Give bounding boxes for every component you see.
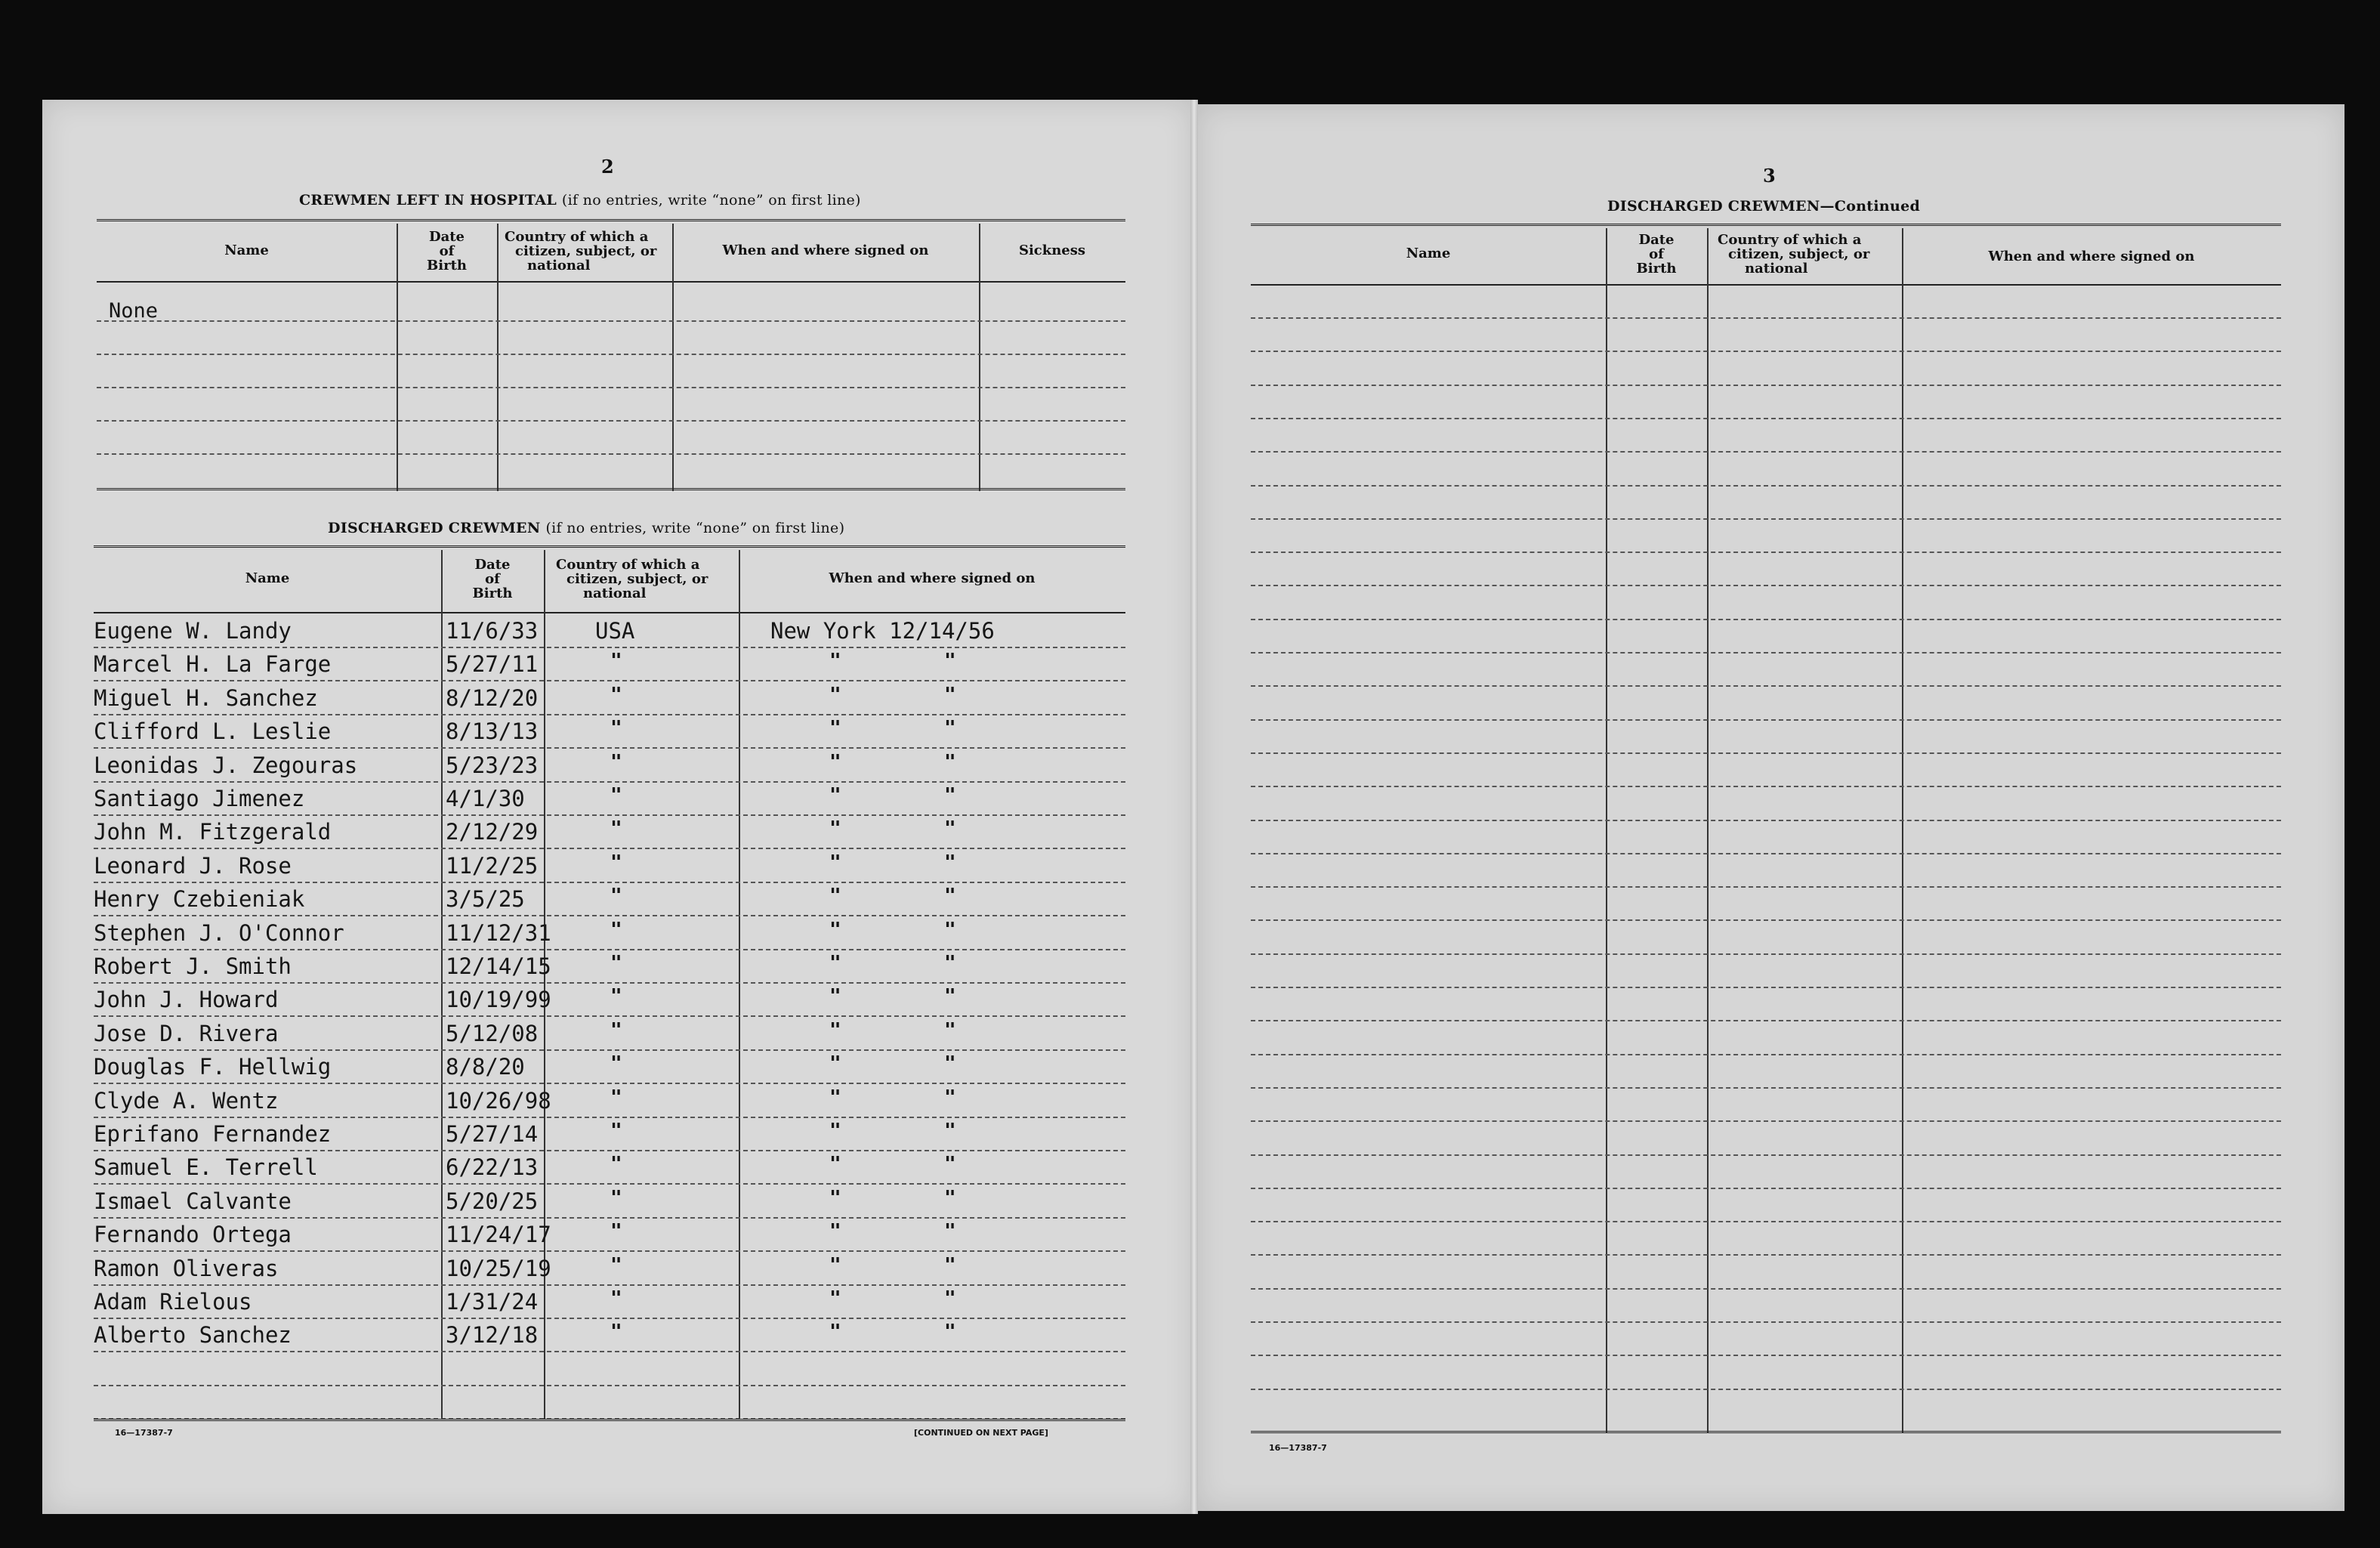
- ditto-country: ": [610, 1052, 622, 1076]
- row-rule: [94, 1385, 1125, 1386]
- row-rule: [1251, 652, 2281, 653]
- crew-dob: 5/27/11: [446, 651, 539, 678]
- header-rule: [97, 281, 1125, 283]
- row-rule: [1251, 1087, 2281, 1089]
- right-page-number: 3: [1763, 165, 1776, 187]
- crew-name: Leonard J. Rose: [94, 852, 292, 879]
- ditto-when: ": [944, 952, 956, 975]
- ditto-country: ": [610, 650, 622, 673]
- discharged-instruction: (if no entries, write “none” on first line): [545, 520, 845, 536]
- country-line: national: [527, 258, 591, 273]
- crew-dob: 10/19/99: [446, 987, 551, 1013]
- ditto-where: ": [829, 1287, 841, 1310]
- ditto-where: ": [829, 1253, 841, 1277]
- row-rule: [94, 1318, 1125, 1319]
- crew-signed-on: New York 12/14/56: [770, 618, 995, 644]
- country-line: citizen, subject, or: [566, 571, 708, 587]
- ditto-when: ": [944, 1253, 956, 1277]
- crew-name: Eugene W. Landy: [94, 618, 292, 644]
- hospital-header-sickness: Sickness: [1018, 243, 1086, 258]
- crew-name: John J. Howard: [94, 987, 279, 1013]
- crew-name: Ismael Calvante: [94, 1188, 292, 1214]
- header-rule: [1251, 284, 2281, 286]
- discharged-title-text: DISCHARGED CREWMEN: [328, 520, 541, 536]
- crew-dob: 8/8/20: [446, 1054, 525, 1080]
- ditto-country: ": [610, 1018, 622, 1042]
- row-rule: [97, 453, 1125, 455]
- ditto-where: ": [829, 1052, 841, 1076]
- row-rule: [94, 1117, 1125, 1118]
- crew-name: Fernando Ortega: [94, 1222, 292, 1248]
- row-rule: [94, 747, 1125, 749]
- row-rule: [94, 1150, 1125, 1151]
- continued-header-country: [1707, 233, 1912, 276]
- row-rule: [1251, 953, 2281, 955]
- row-rule: [1251, 518, 2281, 520]
- row-rule: [1251, 1389, 2281, 1390]
- ditto-when: ": [944, 750, 956, 774]
- dob-line: Birth: [472, 586, 513, 601]
- row-rule: [94, 1351, 1125, 1352]
- table-bottom-rule: [1251, 1431, 2281, 1433]
- row-rule: [1251, 1321, 2281, 1323]
- crew-dob: 5/20/25: [446, 1188, 539, 1214]
- col-divider: [1902, 228, 1903, 1432]
- country-line: Country of which a: [505, 229, 649, 245]
- dob-line: Date: [428, 229, 465, 245]
- row-rule: [1251, 987, 2281, 988]
- row-rule: [1251, 552, 2281, 553]
- row-rule: [1251, 820, 2281, 821]
- dob-line: of: [439, 243, 455, 259]
- left-page-number: 2: [601, 156, 614, 178]
- left-form-number: 16—17387-7: [115, 1428, 173, 1438]
- crew-name: Santiago Jimenez: [94, 786, 305, 811]
- ditto-country: ": [610, 918, 622, 941]
- ditto-where: ": [829, 1018, 841, 1042]
- ditto-country: ": [610, 1153, 622, 1176]
- dob-line: Date: [1638, 232, 1675, 248]
- table-bottom-rule: [97, 488, 1125, 490]
- ditto-when: ": [944, 650, 956, 673]
- discharged-header-dob: [441, 558, 544, 601]
- table-top-rule: [94, 545, 1125, 548]
- hospital-header-country: [497, 230, 680, 273]
- crew-dob: 8/12/20: [446, 684, 539, 711]
- row-rule: [1251, 919, 2281, 921]
- right-form-number: 16—17387-7: [1269, 1443, 1327, 1453]
- ditto-country: ": [610, 1321, 622, 1344]
- row-rule: [94, 882, 1125, 883]
- ditto-where: ": [829, 717, 841, 740]
- crew-dob: 1/31/24: [446, 1289, 539, 1315]
- row-rule: [1251, 752, 2281, 754]
- row-rule: [94, 714, 1125, 715]
- crew-dob: 11/24/17: [446, 1222, 551, 1248]
- row-rule: [97, 387, 1125, 388]
- continued-header-dob: [1606, 233, 1707, 276]
- crew-dob: 6/22/13: [446, 1154, 539, 1181]
- row-rule: [1251, 317, 2281, 319]
- ditto-country: ": [610, 1220, 622, 1244]
- ditto-country: ": [610, 885, 622, 908]
- ditto-when: ": [944, 1120, 956, 1142]
- row-rule: [97, 320, 1125, 322]
- ditto-when: ": [944, 683, 956, 706]
- crew-name: Clifford L. Leslie: [94, 718, 332, 745]
- crew-dob: 10/26/98: [446, 1087, 551, 1114]
- discharged-header-name: Name: [245, 570, 290, 586]
- ditto-country: ": [610, 1086, 622, 1109]
- crew-name: Marcel H. La Farge: [94, 651, 332, 678]
- ditto-when: ": [944, 817, 956, 841]
- row-rule: [1251, 619, 2281, 620]
- row-rule: [1251, 1054, 2281, 1055]
- ditto-country: ": [610, 1253, 622, 1277]
- country-line: national: [583, 586, 647, 601]
- ditto-country: ": [610, 750, 622, 774]
- row-rule: [1251, 1154, 2281, 1156]
- continued-header-signed: When and where signed on: [1988, 249, 2195, 264]
- ditto-when: ": [944, 1086, 956, 1109]
- ditto-where: ": [829, 1321, 841, 1344]
- crew-name: Douglas F. Hellwig: [94, 1054, 332, 1080]
- row-rule: [1251, 585, 2281, 586]
- hospital-title-text: CREWMEN LEFT IN HOSPITAL: [299, 192, 557, 209]
- crew-name: Jose D. Rivera: [94, 1020, 279, 1046]
- row-rule: [1251, 351, 2281, 352]
- hospital-entry: None: [109, 299, 159, 323]
- continued-header-name: Name: [1406, 246, 1451, 261]
- row-rule: [1251, 719, 2281, 721]
- ditto-when: ": [944, 1186, 956, 1210]
- ditto-country: ": [610, 851, 622, 874]
- continued-section-title: DISCHARGED CREWMEN—Continued: [1607, 198, 1921, 215]
- ditto-when: ": [944, 885, 956, 908]
- ditto-country: ": [610, 985, 622, 1009]
- crew-dob: 4/1/30: [446, 786, 525, 811]
- ditto-where: ": [829, 985, 841, 1009]
- ditto-where: ": [829, 1120, 841, 1142]
- discharged-header-signed: When and where signed on: [829, 570, 1036, 586]
- crew-name: Ramon Oliveras: [94, 1255, 279, 1281]
- row-rule: [1251, 1020, 2281, 1021]
- hospital-header-dob: [397, 230, 497, 273]
- page-fold: [1190, 100, 1198, 1514]
- crew-name: Clyde A. Wentz: [94, 1087, 279, 1114]
- ditto-where: ": [829, 750, 841, 774]
- continued-note: [CONTINUED ON NEXT PAGE]: [914, 1428, 1048, 1438]
- discharged-section-title: [328, 520, 844, 536]
- hospital-section-title: [299, 192, 861, 209]
- crew-dob: 5/27/14: [446, 1121, 539, 1147]
- crew-dob: 11/12/31: [446, 919, 551, 946]
- dob-line: Birth: [427, 258, 467, 273]
- crew-dob: 5/12/08: [446, 1020, 539, 1046]
- ditto-where: ": [829, 952, 841, 975]
- ditto-country: ": [610, 1287, 622, 1310]
- row-rule: [94, 814, 1125, 816]
- row-rule: [94, 1049, 1125, 1051]
- col-divider: [979, 224, 980, 491]
- crew-name: Samuel E. Terrell: [94, 1154, 318, 1181]
- row-rule: [1251, 1355, 2281, 1356]
- crew-dob: 11/2/25: [446, 852, 539, 879]
- crew-dob: 10/25/19: [446, 1255, 551, 1281]
- row-rule: [1251, 1120, 2281, 1122]
- crew-name: Stephen J. O'Connor: [94, 919, 344, 946]
- row-rule: [97, 354, 1125, 355]
- crew-dob: 5/23/23: [446, 752, 539, 778]
- ditto-when: ": [944, 717, 956, 740]
- ditto-when: ": [944, 1153, 956, 1176]
- crew-dob: 8/13/13: [446, 718, 539, 745]
- ditto-where: ": [829, 851, 841, 874]
- ditto-when: ": [944, 1287, 956, 1310]
- row-rule: [94, 848, 1125, 849]
- country-line: Country of which a: [556, 557, 700, 573]
- country-line: national: [1745, 261, 1808, 277]
- col-divider: [1707, 228, 1709, 1432]
- country-line: Country of which a: [1718, 232, 1862, 248]
- table-bottom-rule: [94, 1419, 1125, 1421]
- ditto-where: ": [829, 1153, 841, 1176]
- row-rule: [97, 420, 1125, 422]
- row-rule: [94, 680, 1125, 681]
- dob-line: Birth: [1636, 261, 1677, 277]
- row-rule: [94, 1183, 1125, 1185]
- ditto-country: ": [610, 1186, 622, 1210]
- ditto-where: ": [829, 817, 841, 841]
- dob-line: Date: [474, 557, 511, 573]
- row-rule: [1251, 1188, 2281, 1189]
- row-rule: [1251, 1221, 2281, 1222]
- header-rule: [94, 612, 1125, 613]
- country-line: citizen, subject, or: [515, 243, 657, 259]
- row-rule: [1251, 886, 2281, 888]
- col-divider: [1606, 228, 1607, 1432]
- row-rule: [94, 647, 1125, 648]
- discharged-header-country: [544, 558, 751, 601]
- row-rule: [1251, 485, 2281, 487]
- crew-name: Henry Czebieniak: [94, 886, 305, 913]
- crew-dob: 11/6/33: [446, 618, 539, 644]
- row-rule: [94, 1284, 1125, 1286]
- crew-name: Leonidas J. Zegouras: [94, 752, 358, 778]
- ditto-when: ": [944, 784, 956, 807]
- discharged-table: [94, 545, 1125, 1422]
- row-rule: [1251, 385, 2281, 386]
- crew-name: Alberto Sanchez: [94, 1322, 292, 1349]
- ditto-when: ": [944, 1220, 956, 1244]
- row-rule: [1251, 786, 2281, 787]
- table-top-rule: [1251, 224, 2281, 226]
- ditto-when: ": [944, 918, 956, 941]
- ditto-when: ": [944, 1018, 956, 1042]
- ditto-where: ": [829, 784, 841, 807]
- ditto-where: ": [829, 1086, 841, 1109]
- row-rule: [1251, 685, 2281, 687]
- row-rule: [1251, 1254, 2281, 1256]
- hospital-instruction: (if no entries, write “none” on first line): [561, 192, 861, 209]
- ditto-where: ": [829, 1186, 841, 1210]
- ditto-country: ": [610, 683, 622, 706]
- ditto-country: ": [610, 1120, 622, 1142]
- ditto-where: ": [829, 683, 841, 706]
- row-rule: [1251, 1288, 2281, 1290]
- ditto-where: ": [829, 885, 841, 908]
- row-rule: [94, 982, 1125, 984]
- crew-dob: 12/14/15: [446, 953, 551, 979]
- crew-dob: 2/12/29: [446, 819, 539, 845]
- row-rule: [1251, 451, 2281, 453]
- ditto-where: ": [829, 918, 841, 941]
- crew-country: USA: [595, 618, 635, 644]
- ditto-when: ": [944, 1321, 956, 1344]
- hospital-header-signed: When and where signed on: [722, 243, 929, 258]
- row-rule: [1251, 853, 2281, 854]
- row-rule: [94, 1083, 1125, 1084]
- row-rule: [94, 915, 1125, 916]
- ditto-when: ": [944, 851, 956, 874]
- crew-dob: 3/5/25: [446, 886, 525, 913]
- row-rule: [1251, 418, 2281, 419]
- ditto-where: ": [829, 1220, 841, 1244]
- crew-name: Eprifano Fernandez: [94, 1121, 332, 1147]
- country-line: citizen, subject, or: [1728, 246, 1870, 262]
- crew-name: Miguel H. Sanchez: [94, 684, 318, 711]
- row-rule: [94, 1217, 1125, 1219]
- row-rule: [94, 1250, 1125, 1252]
- ditto-where: ": [829, 650, 841, 673]
- crew-name: John M. Fitzgerald: [94, 819, 332, 845]
- ditto-country: ": [610, 784, 622, 807]
- crew-name: Robert J. Smith: [94, 953, 292, 979]
- dob-line: of: [485, 571, 500, 587]
- ditto-when: ": [944, 985, 956, 1009]
- ditto-country: ": [610, 717, 622, 740]
- row-rule: [94, 1015, 1125, 1017]
- continued-table: [1251, 224, 2281, 1435]
- ditto-when: ": [944, 1052, 956, 1076]
- row-rule: [94, 781, 1125, 783]
- ditto-country: ": [610, 817, 622, 841]
- hospital-header-name: Name: [224, 243, 269, 258]
- row-rule: [94, 949, 1125, 950]
- crew-name: Adam Rielous: [94, 1289, 252, 1315]
- hospital-table: [97, 219, 1125, 496]
- table-top-rule: [97, 219, 1125, 221]
- crew-dob: 3/12/18: [446, 1322, 539, 1349]
- ditto-country: ": [610, 952, 622, 975]
- dob-line: of: [1649, 246, 1664, 262]
